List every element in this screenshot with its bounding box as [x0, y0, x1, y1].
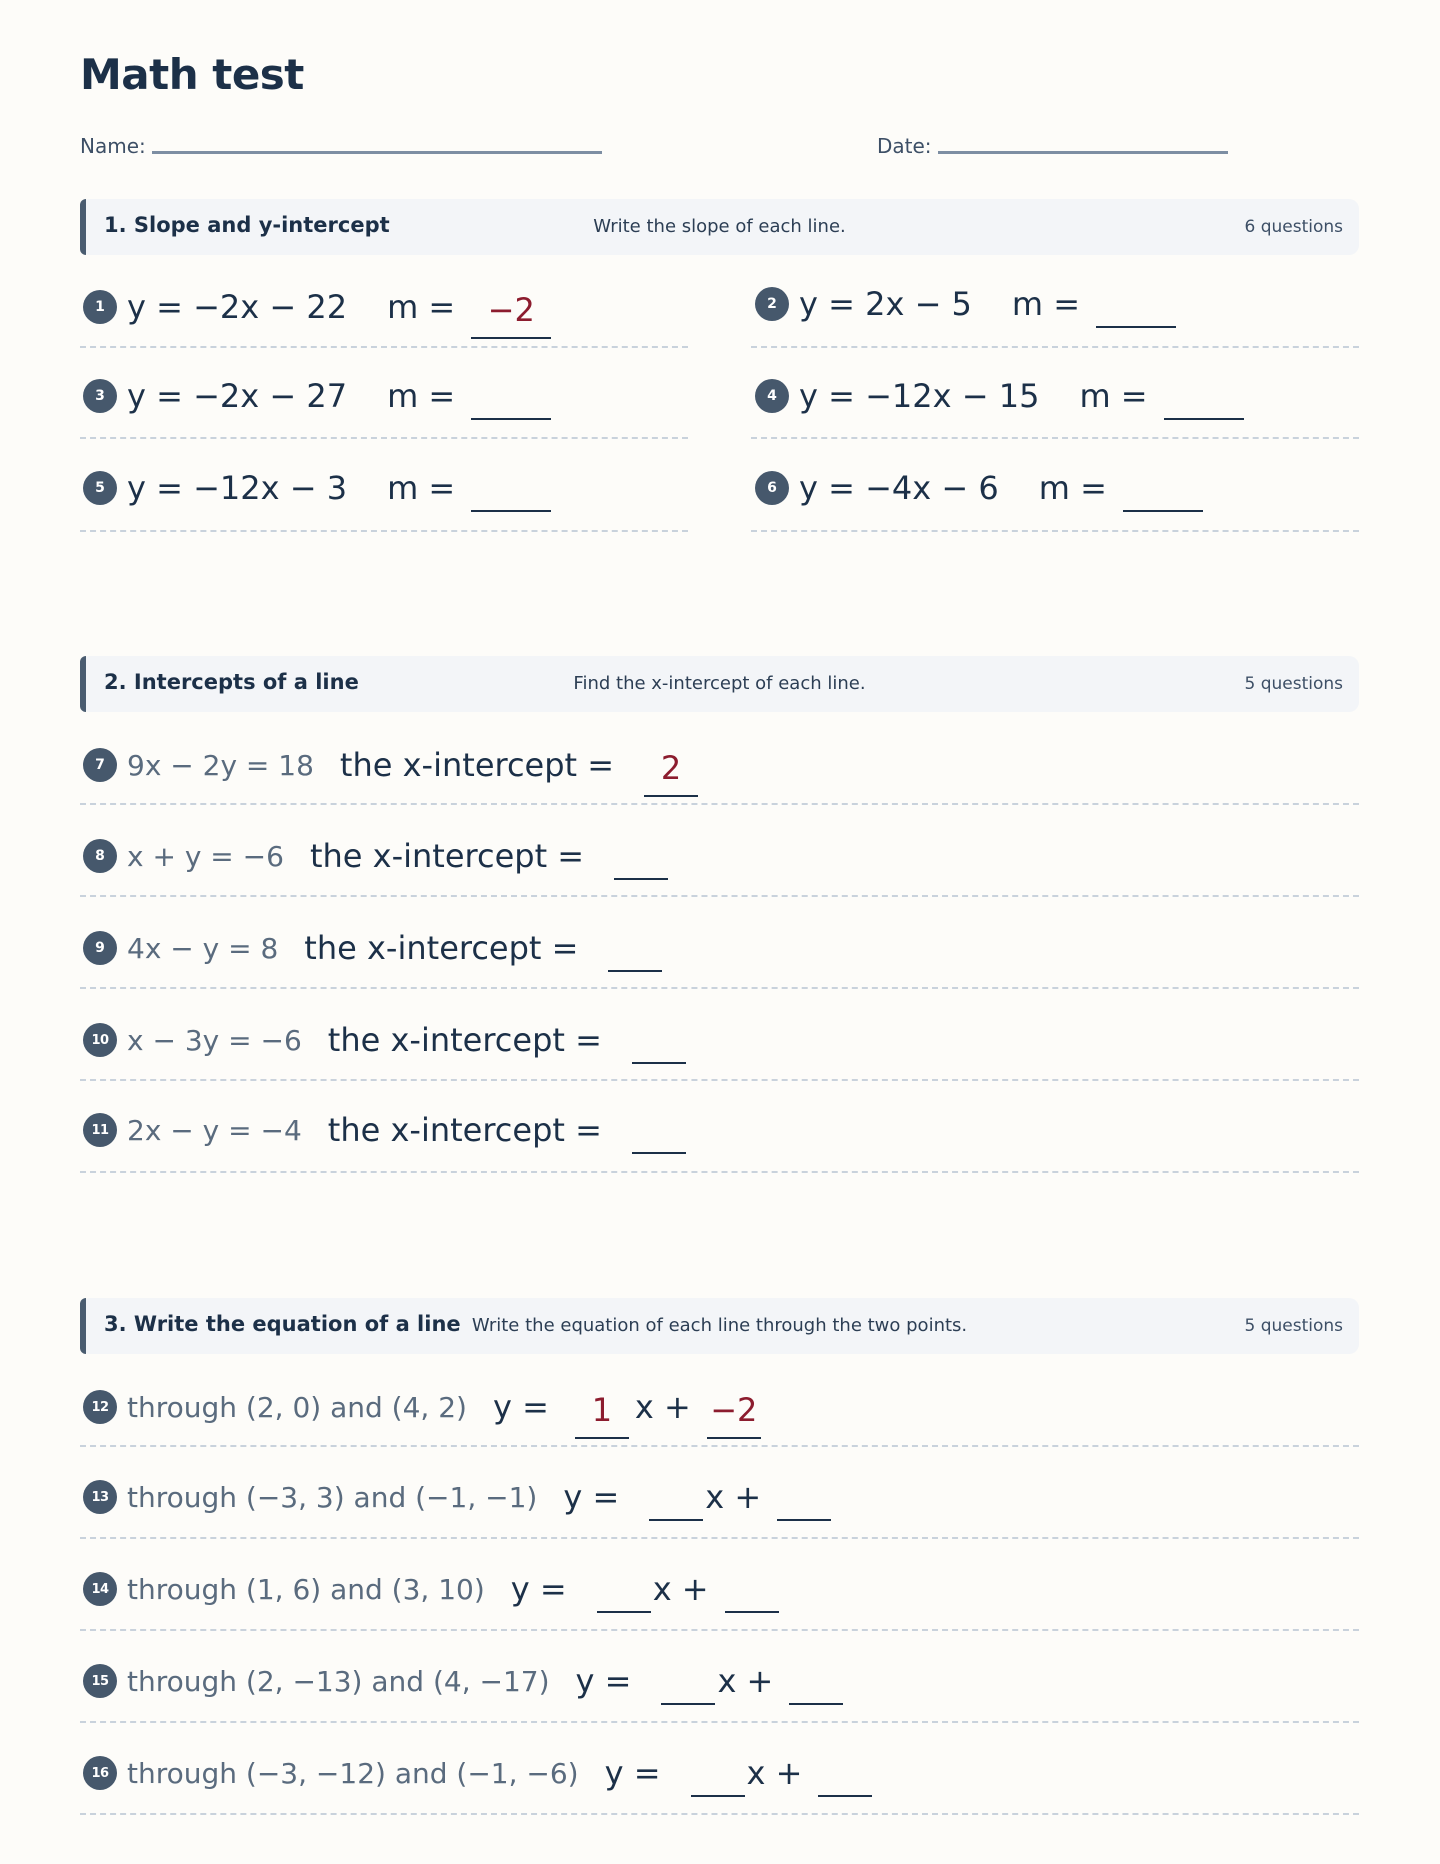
question-3 — [83, 377, 551, 415]
question-divider — [80, 1813, 1359, 1815]
answer-label: m = — [1011, 285, 1081, 323]
answer-label: y = — [510, 1570, 567, 1608]
question-divider — [80, 437, 688, 439]
answer-field[interactable]: 2 — [644, 749, 698, 797]
section-question-count: 5 questions — [1244, 1316, 1343, 1336]
answer-label: y = — [563, 1478, 620, 1516]
question-number-badge: 10 — [83, 1023, 117, 1057]
question-number-badge: 14 — [83, 1572, 117, 1606]
question-5 — [83, 469, 551, 507]
question-8 — [83, 837, 668, 875]
question-11 — [83, 1111, 686, 1149]
question-16 — [83, 1754, 872, 1792]
answer-label: m = — [1079, 377, 1148, 415]
equation: 9x − 2y = 18 — [127, 748, 314, 782]
answer-label: y = — [604, 1754, 661, 1792]
section-3-header — [80, 1298, 1359, 1354]
question-number-badge: 8 — [83, 839, 117, 873]
question-divider — [80, 1537, 1359, 1539]
section-instruction: Find the x-intercept of each line. — [573, 673, 866, 694]
answer-label: m = — [387, 469, 456, 507]
question-number-badge: 12 — [83, 1390, 117, 1424]
question-number-badge: 11 — [83, 1113, 117, 1147]
question-divider — [80, 1079, 1359, 1081]
section-instruction: Write the slope of each line. — [593, 216, 846, 237]
question-7 — [83, 741, 698, 789]
name-field-row — [80, 134, 602, 158]
intercept-answer-blank[interactable] — [818, 1761, 872, 1797]
slope-answer-blank[interactable] — [597, 1577, 651, 1613]
equation-mid-text: x + — [746, 1754, 803, 1792]
intercept-answer-blank[interactable] — [777, 1485, 831, 1521]
answer-label: y = — [575, 1662, 632, 1700]
equation: 2x − y = −4 — [127, 1113, 302, 1147]
question-9 — [83, 929, 662, 967]
answer-label: m = — [1038, 469, 1107, 507]
date-label: Date: — [877, 134, 932, 158]
equation-mid-text: x + — [652, 1570, 709, 1608]
answer-label: the x-intercept = — [327, 1111, 602, 1149]
question-divider — [80, 803, 1359, 805]
question-divider — [751, 346, 1359, 348]
points-description: through (2, 0) and (4, 2) — [127, 1390, 467, 1424]
equation: y = −4x − 6 — [799, 469, 999, 507]
section-question-count: 6 questions — [1244, 217, 1343, 237]
section-1-header — [80, 199, 1359, 255]
answer-label: the x-intercept = — [304, 929, 579, 967]
question-number-badge: 9 — [83, 931, 117, 965]
section-question-count: 5 questions — [1244, 674, 1343, 694]
equation: y = 2x − 5 — [799, 285, 972, 323]
answer-label: the x-intercept = — [327, 1021, 602, 1059]
points-description: through (1, 6) and (3, 10) — [127, 1572, 485, 1606]
question-divider — [80, 1171, 1359, 1173]
question-divider — [80, 1629, 1359, 1631]
equation: 4x − y = 8 — [127, 931, 279, 965]
question-2 — [755, 285, 1176, 323]
question-6 — [755, 469, 1203, 507]
answer-label: the x-intercept = — [339, 746, 615, 784]
equation: y = −12x − 15 — [799, 377, 1040, 415]
intercept-answer-blank[interactable] — [789, 1669, 843, 1705]
answer-blank[interactable] — [608, 936, 662, 972]
question-number-badge: 6 — [755, 471, 789, 505]
equation: y = −12x − 3 — [127, 469, 348, 507]
question-10 — [83, 1021, 686, 1059]
question-4 — [755, 377, 1244, 415]
question-15 — [83, 1662, 843, 1700]
equation-mid-text: x + — [717, 1662, 774, 1700]
equation: x + y = −6 — [127, 839, 284, 873]
question-1 — [83, 283, 551, 331]
page-title: Math test — [80, 50, 304, 99]
question-12 — [83, 1383, 761, 1431]
section-instruction: Write the equation of each line through the two points. — [471, 1315, 968, 1336]
slope-answer-blank[interactable] — [691, 1761, 745, 1797]
question-13 — [83, 1478, 831, 1516]
question-divider — [80, 346, 688, 348]
question-divider — [751, 437, 1359, 439]
answer-blank[interactable] — [1096, 292, 1176, 328]
question-number-badge: 16 — [83, 1756, 117, 1790]
equation-mid-text: x + — [705, 1478, 762, 1516]
question-divider — [80, 1445, 1359, 1447]
points-description: through (−3, −12) and (−1, −6) — [127, 1756, 579, 1790]
answer-label: m = — [387, 377, 456, 415]
answer-label: m = — [387, 288, 456, 326]
answer-field[interactable]: −2 — [471, 291, 551, 339]
intercept-answer-blank[interactable] — [725, 1577, 779, 1613]
slope-answer-blank[interactable] — [649, 1485, 703, 1521]
answer-blank[interactable] — [614, 844, 668, 880]
answer-label: y = — [492, 1388, 549, 1426]
answer-label: the x-intercept = — [309, 837, 585, 875]
question-number-badge: 15 — [83, 1664, 117, 1698]
question-number-badge: 1 — [83, 290, 117, 324]
section-title: 2. Intercepts of a line — [104, 670, 359, 694]
points-description: through (−3, 3) and (−1, −1) — [127, 1480, 538, 1514]
answer-blank[interactable] — [632, 1118, 686, 1154]
name-input-line[interactable] — [152, 151, 602, 154]
question-number-badge: 5 — [83, 471, 117, 505]
equation: y = −2x − 22 — [127, 288, 348, 326]
question-divider — [751, 530, 1359, 532]
date-input-line[interactable] — [938, 151, 1228, 154]
question-number-badge: 13 — [83, 1480, 117, 1514]
answer-blank[interactable] — [632, 1028, 686, 1064]
answer-blank[interactable] — [1123, 476, 1203, 512]
points-description: through (2, −13) and (4, −17) — [127, 1664, 550, 1698]
question-divider — [80, 895, 1359, 897]
question-divider — [80, 987, 1359, 989]
answer-blank[interactable] — [1164, 384, 1244, 420]
question-14 — [83, 1570, 779, 1608]
slope-answer-blank[interactable] — [661, 1669, 715, 1705]
equation: y = −2x − 27 — [127, 377, 348, 415]
question-number-badge: 3 — [83, 379, 117, 413]
question-divider — [80, 530, 688, 532]
equation: x − 3y = −6 — [127, 1023, 302, 1057]
section-title: 1. Slope and y-intercept — [104, 213, 390, 237]
name-label: Name: — [80, 134, 146, 158]
question-divider — [80, 1721, 1359, 1723]
question-number-badge: 2 — [755, 287, 789, 321]
question-number-badge: 4 — [755, 379, 789, 413]
date-field-row — [877, 134, 1228, 158]
section-2-header — [80, 656, 1359, 712]
answer-blank[interactable] — [471, 384, 551, 420]
intercept-answer-field[interactable]: −2 — [707, 1391, 761, 1439]
slope-answer-field[interactable]: 1 — [575, 1391, 629, 1439]
question-number-badge: 7 — [83, 748, 117, 782]
equation-mid-text: x + — [634, 1388, 691, 1426]
answer-blank[interactable] — [471, 476, 551, 512]
section-title: 3. Write the equation of a line — [104, 1312, 461, 1336]
